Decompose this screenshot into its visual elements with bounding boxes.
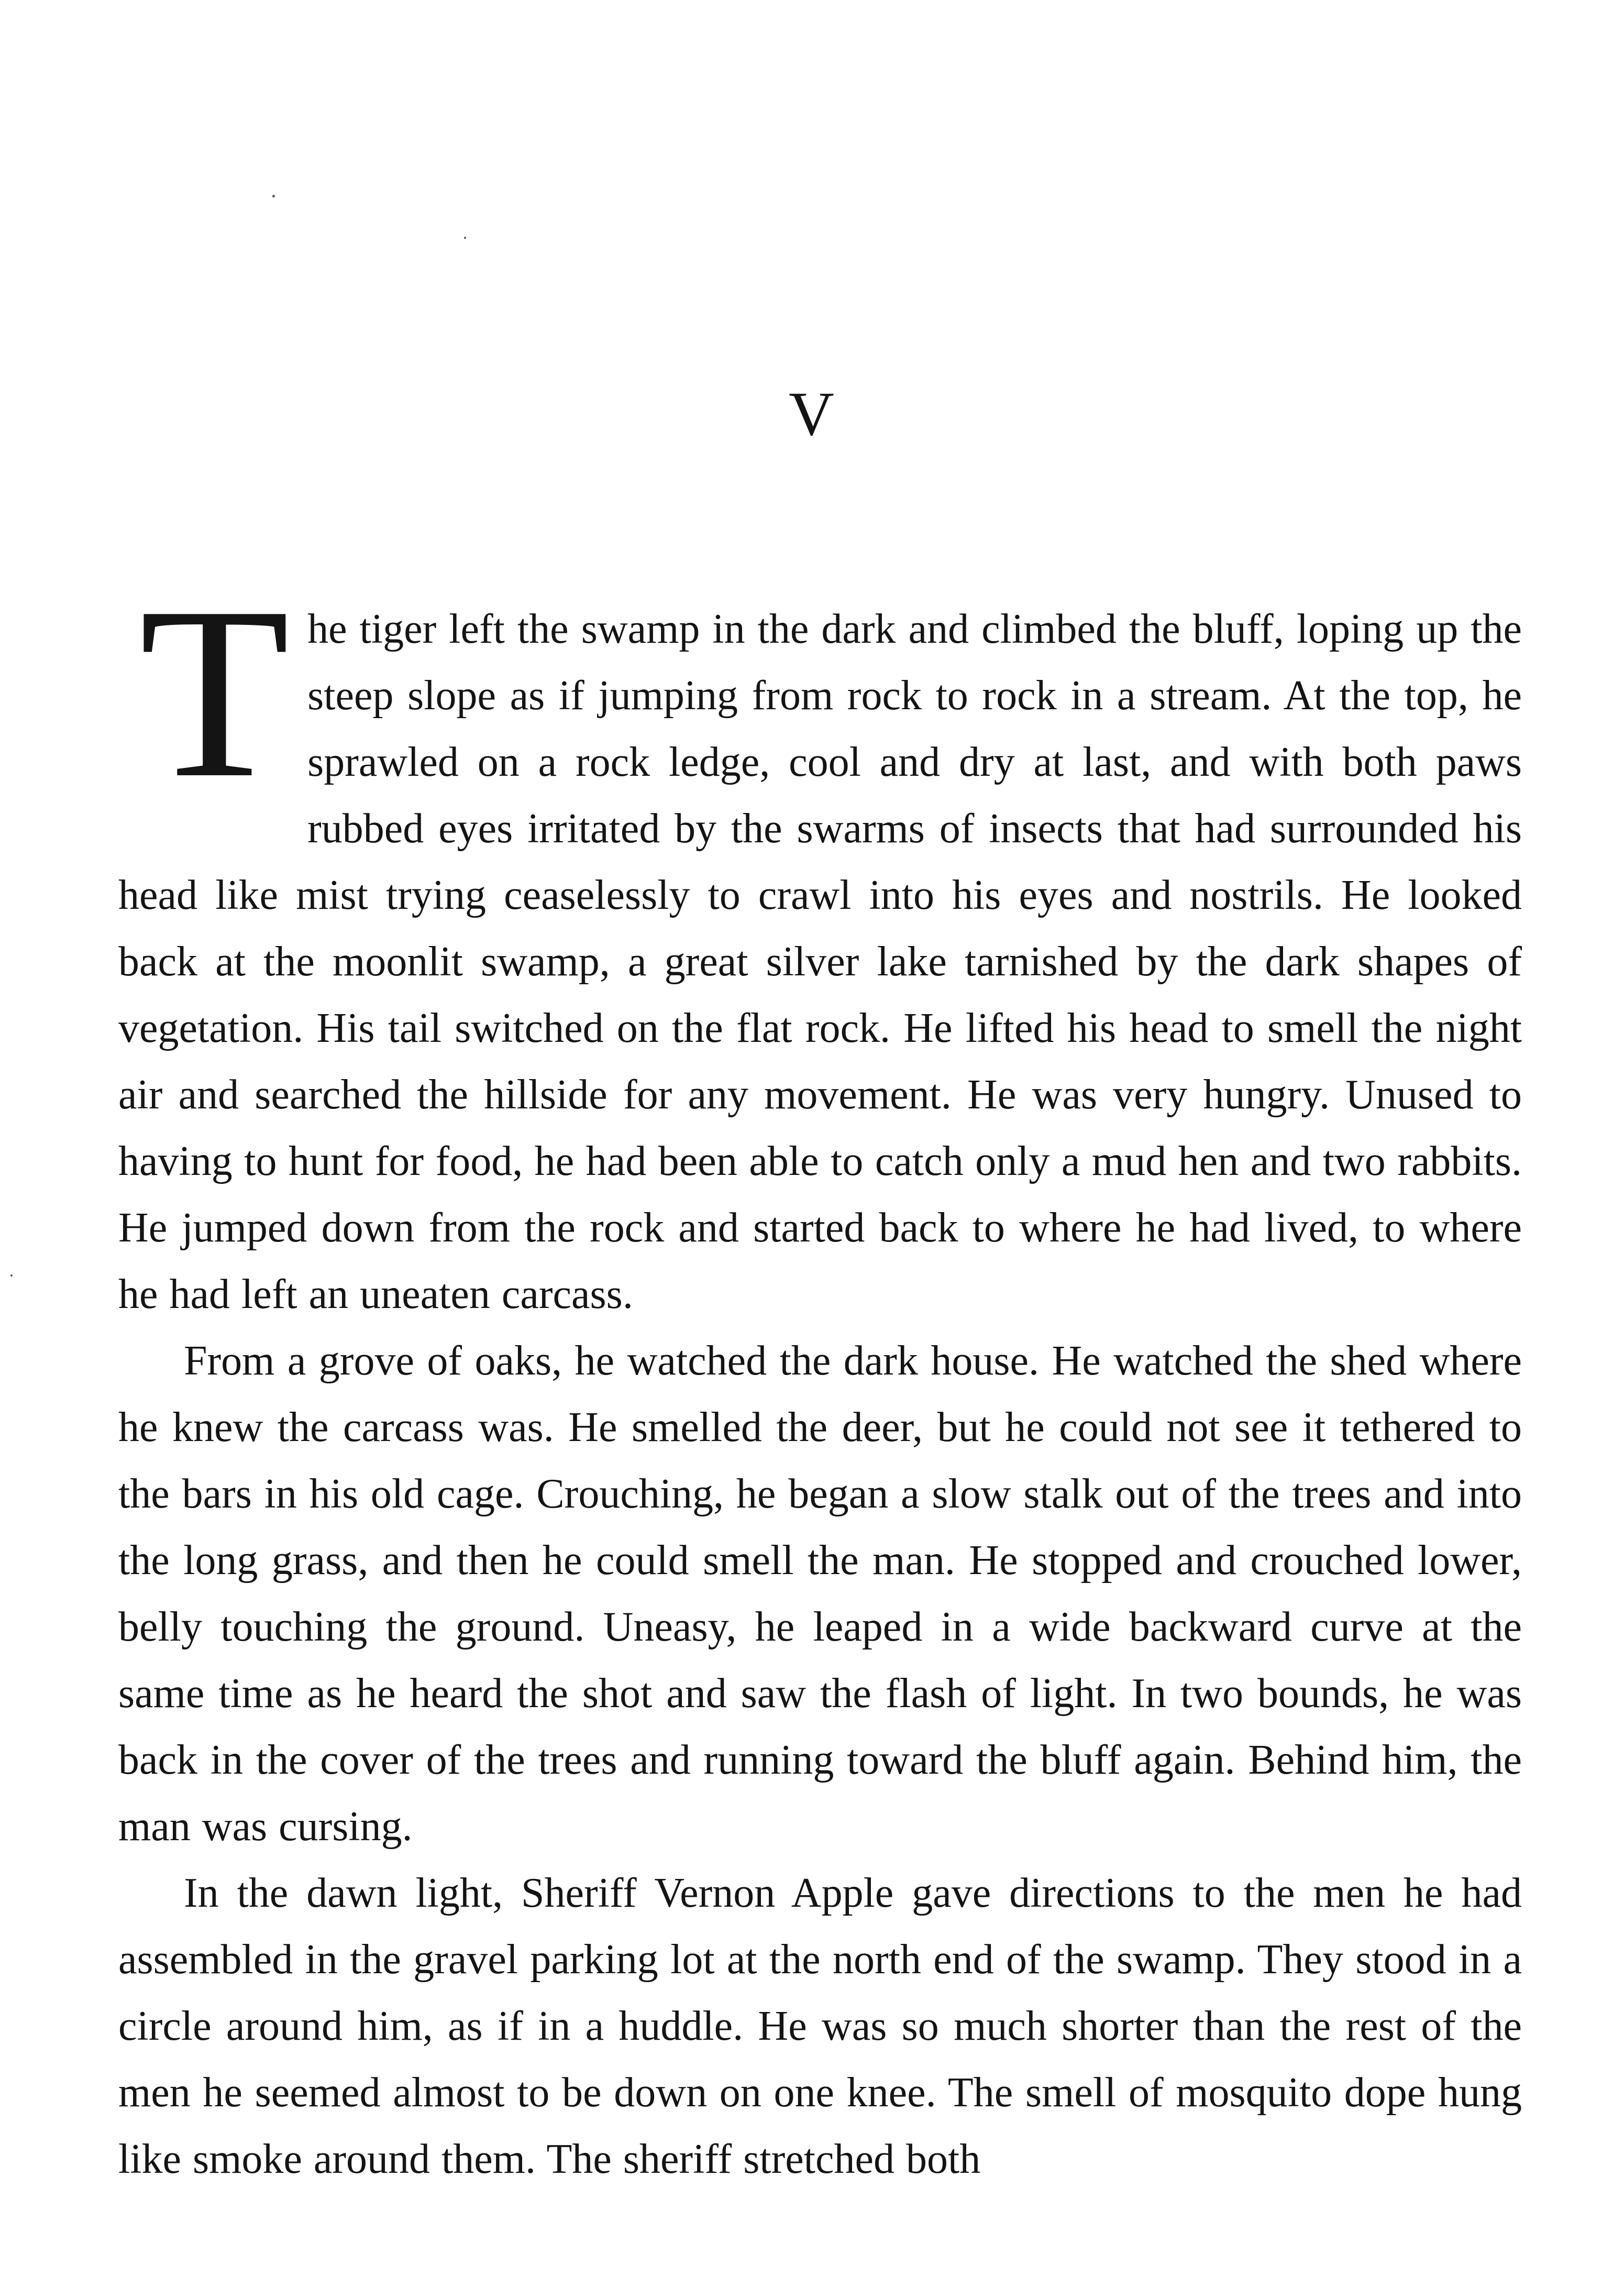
print-speck (272, 195, 275, 197)
paragraph: In the dawn light, Sheriff Vernon Apple gave directions to the men he had assembled in the gravel parking lot at the north end of the swamp. They stood in a circle around him, as if in a huddle. He was so much shorter than the rest of the men he seemed almost to be down on one knee. The smell of mosquito dope hung like smoke around them. The sheriff stretched both (118, 1870, 1522, 2182)
paragraph: From a grove of oaks, he watched the dark house. He watched the shed where he knew the carcass was. He smelled the deer, but he could not see it tethered to the bars in his old cage. Crouching, he began a slow stalk out of the trees and into the long grass, and then he could smell the man. He stopped and crouched lower, belly touching the ground. Uneasy, he leaped in a wide backward curve at the same time as he heard the shot and saw the flash of light. In two bounds, he was back in the cover of the trees and running toward the bluff again. Behind him, the man was cursing. (118, 1338, 1522, 1850)
paragraph (118, 556, 1522, 1328)
body-text (118, 556, 1522, 2193)
paragraph-text: he tiger left the swamp in the dark and climbed the bluff, loping up the steep slope as if jumping from rock to rock in a stream. At the top, he sprawled on a rock ledge, cool and dry at last, and with both paws rubbed eyes irritated by the swarms of insects that had surrounded his head like mist trying ceaselessly to crawl into his eyes and nostrils. He looked back at the moonlit swamp, a great silver lake tarnished by the dark shapes of vegetation. His tail switched on the flat rock. He lifted his head to smell the night air and searched the hillside for any movement. He was very hungry. Unused to having to hunt for food, he had been able to catch only a mud hen and two rabbits. He jumped down from the rock and started back to where he had lived, to where he had left an uneaten carcass. (118, 606, 1522, 1317)
print-speck (10, 1274, 13, 1277)
drop-cap: T (139, 556, 290, 829)
print-speck (464, 237, 466, 239)
chapter-heading: V (789, 379, 835, 448)
